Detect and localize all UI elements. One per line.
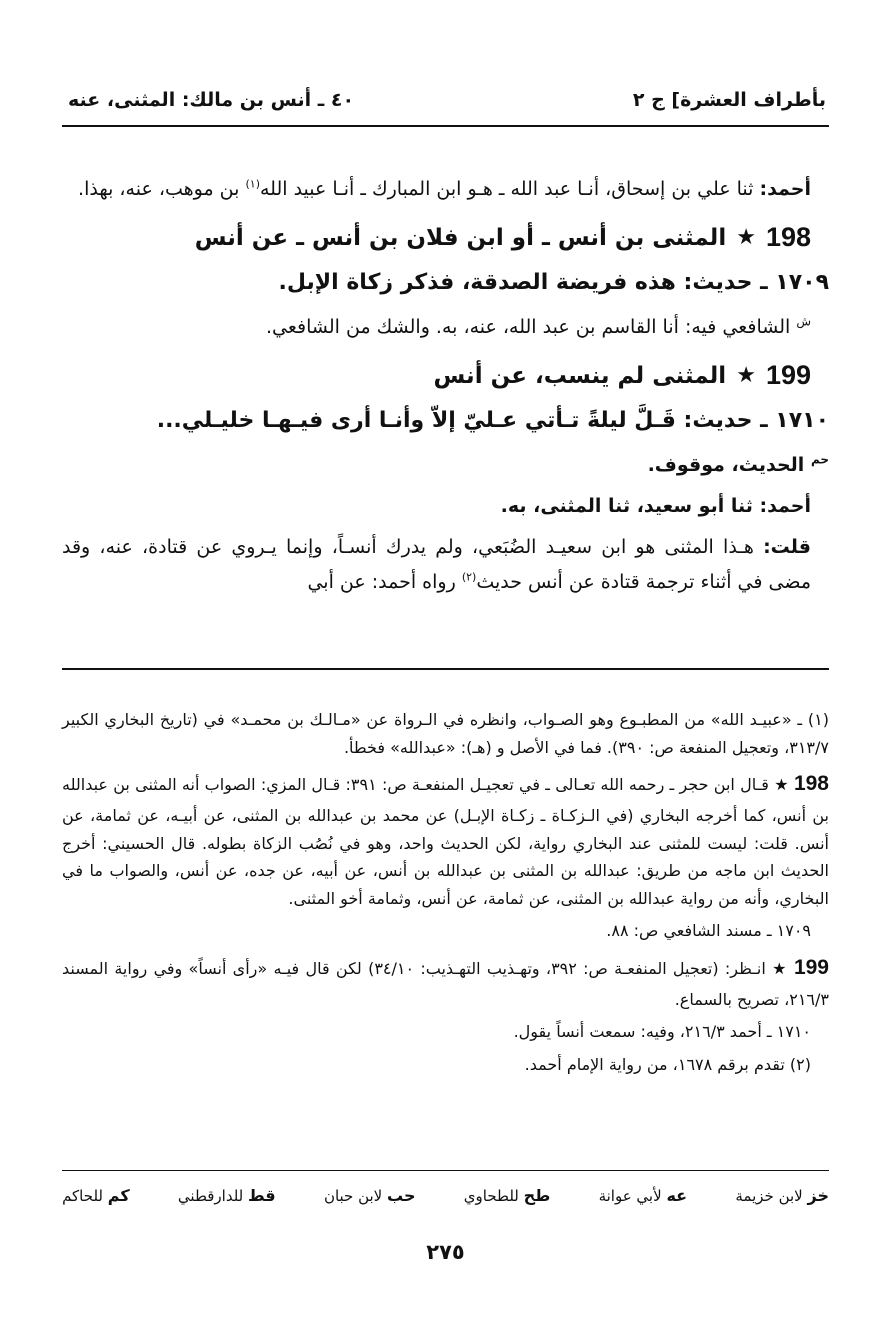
source-lead: أحمد: [759, 178, 811, 200]
paragraph-ahmad-1 [62, 172, 829, 207]
paragraph-text: بن موهب، عنه، بهذا. [78, 178, 246, 200]
abbreviation-item: طح للطحاوي [463, 1186, 551, 1205]
note-199 [62, 950, 829, 1014]
abbreviation-item: حب لابن حبان [323, 1186, 416, 1205]
abbreviation-item: عه لأبي عوانة [598, 1186, 688, 1205]
entry-title: المثنى لم ينسب، عن أنس [433, 362, 727, 389]
note-1710: ١٧١٠ ـ أحمد ٢١٦/٣، وفيه: سمعت أنساً يقول. [513, 1022, 811, 1042]
main-text [62, 172, 829, 606]
entry-heading-199 [62, 351, 829, 401]
paragraph-qult [62, 530, 829, 600]
note-text: قـال ابن حجر ـ رحمه الله تعـالى ـ في تعجيـل المنفعـة ص: ٣٩١: قـال المزي: الصواب أنه المثنى بن عبدالله بن أنس، كما أخرجه البخاري (في الـزكـاة ـ زكـاة الإبـل) عن محمد بن عبدالله بن المثنى، عن أبيـه، عن ثمامة، عن أنس. قلت: ليست للمثنى عند البخاري رواية، لكن الحديث واحد، وهو في نُصُب الزكاة بطوله. قال الحسيني: أخرج الحديث ابن ماجه من طريق: عبدالله بن المثنى بن عبدالله بن أنس، عن أبيه، عن جده، عن أنس، والصواب ما في البخاري، وأنه من رواية عبدالله بن المثنى، عن ثمامة، عن أنس، وثمامة أخو المثنى. [62, 775, 829, 908]
source-marker: ش [796, 314, 811, 329]
footnote-2: (٢) تقدم برقم ١٦٧٨، من رواية الإمام أحمد. [524, 1054, 811, 1074]
footnotes [62, 706, 829, 1083]
footnote-ref-2: (٢) [461, 570, 477, 584]
entry-number: 199 [765, 359, 811, 390]
note-number: 199 [793, 955, 829, 979]
note-text: انـظر: (تعجيل المنفعـة ص: ٣٩٢، وتهـذيب التهـذيب: ٣٤/١٠) لكن قال فيـه «رأى أنساً» وفي رواية المسند ٢١٦/٣، تصريح بالسماع. [62, 958, 829, 1009]
entry-title: المثنى بن أنس ـ أو ابن فلان بن أنس ـ عن أنس [194, 224, 727, 251]
running-header [68, 84, 826, 116]
hadith-1710: ١٧١٠ ـ حديث: قَـلَّ ليلةً تـأتي عـليّ إلاّ وأنـا أرى فيـهـا خليـلي... [156, 407, 829, 433]
star-icon: ★ [736, 362, 756, 388]
abbreviation-item: قط للدارقطني [177, 1186, 276, 1205]
source-lead: قلت: [763, 535, 811, 558]
footnote-ref-1: (١) [245, 177, 260, 191]
source-marker: حم [810, 452, 829, 467]
star-icon: ★ [736, 224, 756, 250]
note-198 [62, 766, 829, 912]
abbreviation-item: خز لابن خزيمة [735, 1186, 829, 1205]
paragraph-shafii [62, 310, 829, 345]
hadith-1709: ١٧٠٩ ـ حديث: هذه فريضة الصدقة، فذكر زكاة الإبل. [278, 270, 829, 296]
hadith-1710-continuation [62, 448, 829, 483]
star-icon: ★ [774, 775, 789, 795]
footnotes-divider [62, 668, 829, 670]
paragraph-text: رواه أحمد: عن أبي [307, 570, 462, 593]
paragraph-ahmad-2: أحمد: ثنا أبو سعيد، ثنا المثنى، به. [500, 494, 811, 517]
abbreviations-key [62, 1186, 829, 1205]
abbreviations-divider [62, 1170, 829, 1171]
page-number: ٢٧٥ [426, 1240, 465, 1264]
note-1709: ١٧٠٩ ـ مسند الشافعي ص: ٨٨. [606, 921, 811, 941]
note-number: 198 [793, 772, 829, 796]
header-chapter-title: ٤٠ ـ أنس بن مالك: المثنى، عنه [68, 89, 355, 111]
entry-heading-198 [62, 213, 829, 263]
star-icon: ★ [772, 958, 788, 978]
header-book-title: بأطراف العشرة] ج ٢ [632, 89, 826, 111]
footnote-1: (١) ـ «عبيـد الله» من المطبـوع وهو الصـواب، وانظره في الـرواة عن «مـالـك بن محمـد» في (تاريخ البخاري الكبير ٣١٣/٧، وتعجيل المنفعة ص: ٣٩٠). فما في الأصل و (هـ): «عبدالله» فخطأ. [62, 710, 829, 757]
abbreviation-item: كم للحاكم [62, 1186, 130, 1205]
paragraph-text: الشافعي فيه: أنا القاسم بن عبد الله، عنه، به. والشك من الشافعي. [266, 315, 791, 338]
paragraph-text: الحديث، موقوف. [647, 453, 805, 476]
paragraph-text: هـذا المثنى هو ابن سعيـد الضُبَعي، ولم يدرك أنسـاً، وإنما يـروي عن قتادة، عنه، وقد مضى في أثناء ترجمة قتادة عن أنس حديث [62, 535, 811, 593]
paragraph-text: ثنا علي بن إسحاق، أنـا عبد الله ـ هـو ابن المبارك ـ أنـا عبيد الله [259, 178, 760, 200]
header-divider [62, 125, 829, 127]
entry-number: 198 [765, 222, 811, 253]
